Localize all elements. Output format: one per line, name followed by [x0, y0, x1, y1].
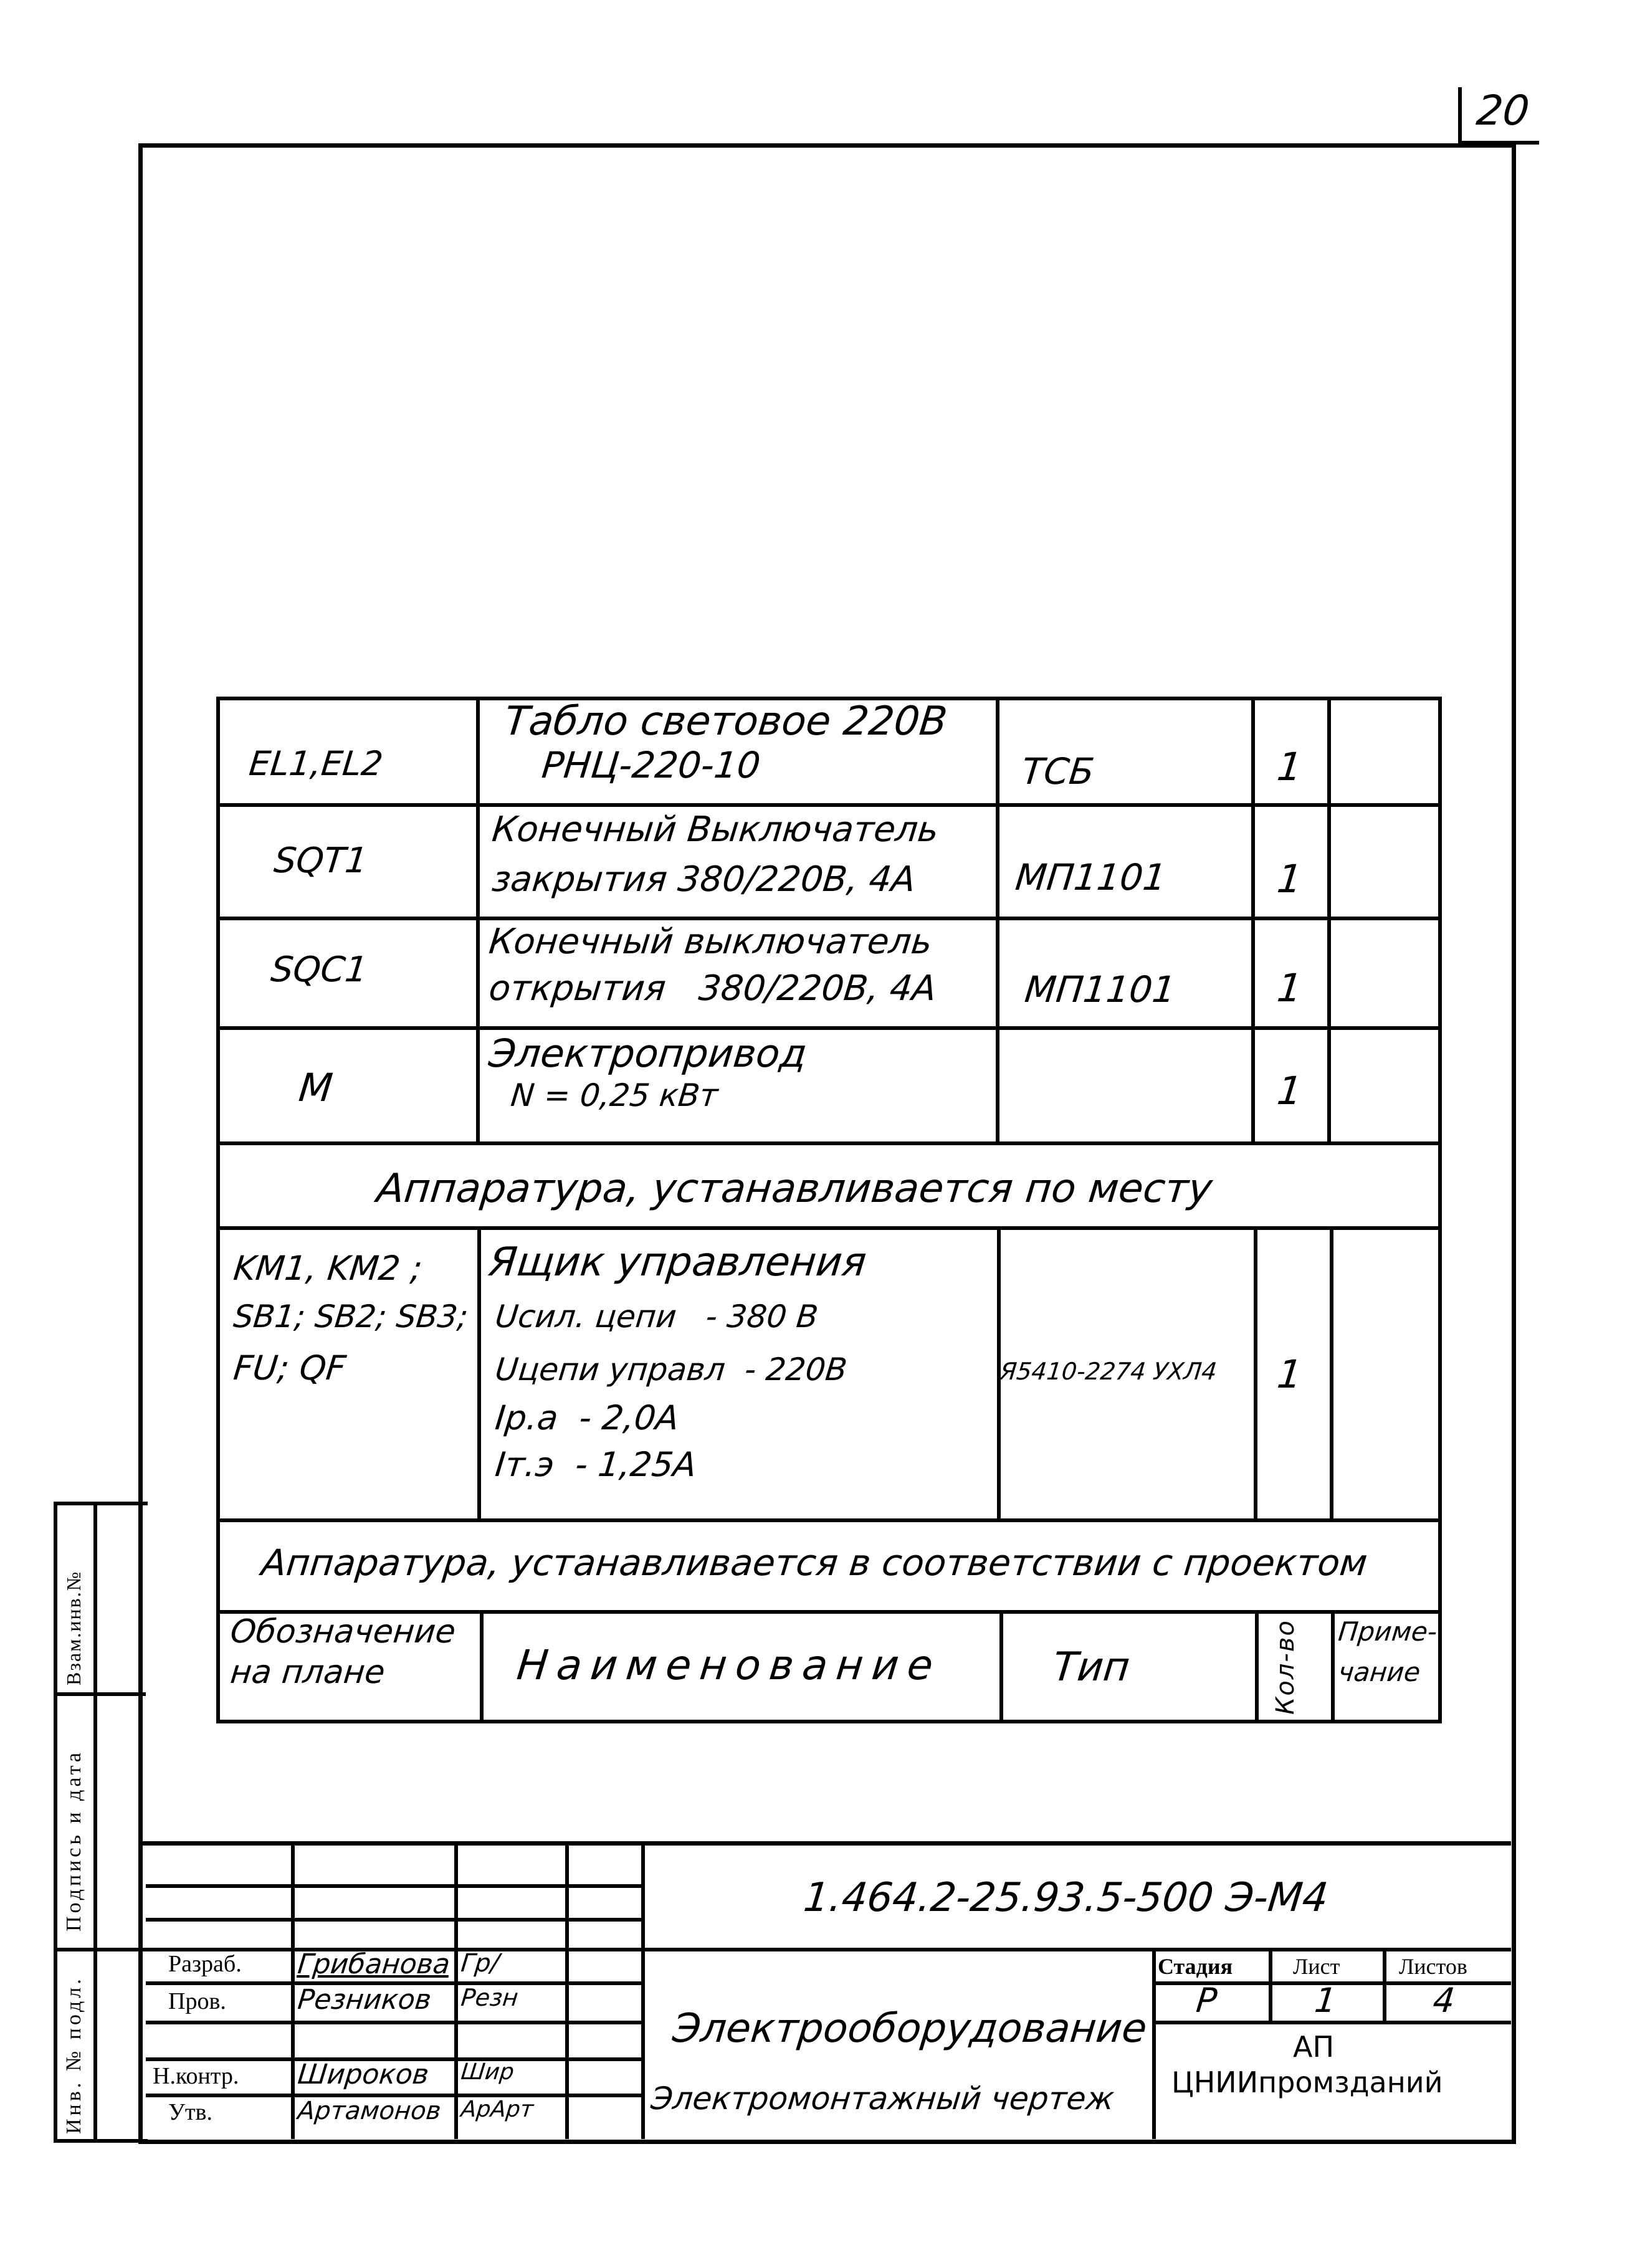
- side-stamp-sign-date: Подпись и дата: [62, 1750, 85, 1932]
- row-name-line2: N = 0,25 кВт: [509, 1077, 720, 1113]
- sheet-label: Лист: [1293, 1954, 1340, 1979]
- title-row: [1153, 2021, 1511, 2024]
- signature: Шир: [459, 2059, 515, 2085]
- side-stamp-inv-orig: Инв. № подл.: [62, 1976, 85, 2134]
- header-note-line2: чание: [1337, 1657, 1422, 1687]
- row-qty: 1: [1275, 1068, 1305, 1113]
- row-designation: SQT1: [272, 841, 370, 881]
- row-divider: [216, 1518, 1438, 1522]
- section-heading-local: Аппаратура, устанавливается по месту: [374, 1166, 1215, 1212]
- document-title: Электрооборудование: [670, 2006, 1150, 2052]
- title-block-top: [142, 1841, 1511, 1846]
- title-col: [1269, 1948, 1272, 2023]
- header-type: Тип: [1051, 1644, 1132, 1690]
- side-stamp-divider: [54, 1692, 146, 1696]
- control-box-name: Ящик управления: [487, 1239, 869, 1285]
- person-name: Артамонов: [296, 2097, 442, 2125]
- sheets-label: Листов: [1399, 1954, 1467, 1979]
- control-box-spec: Iр.а - 2,0А: [493, 1398, 681, 1437]
- side-stamp-divider: [54, 1948, 146, 1951]
- row-type: ТСБ: [1019, 750, 1097, 793]
- header-note-line1: Приме-: [1337, 1616, 1439, 1647]
- row-designation: EL1,EL2: [247, 744, 385, 783]
- title-col: [454, 1842, 458, 2139]
- col-divider: [996, 697, 999, 1141]
- control-box-designation-line1: KM1, KM2 ;: [231, 1249, 424, 1288]
- side-stamp-replace-inv: Взам.инв.№: [62, 1570, 85, 1685]
- org-line2: ЦНИИпромзданий: [1171, 2066, 1443, 2099]
- signature: Резн: [459, 1984, 520, 2011]
- sheet-value: 1: [1312, 1981, 1338, 2020]
- title-col: [1383, 1948, 1386, 2023]
- signature: Гр/: [459, 1949, 501, 1978]
- col-divider: [480, 1610, 484, 1720]
- side-stamp-divider: [93, 1502, 97, 2139]
- control-box-type: Я5410-2274 УХЛ4: [998, 1358, 1218, 1385]
- role-label: Пров.: [168, 1988, 226, 2014]
- row-name-line2: закрытия 380/220В, 4А: [490, 859, 918, 900]
- control-box-spec: Uсил. цепи - 380 В: [494, 1298, 820, 1335]
- col-divider: [1330, 1226, 1333, 1518]
- row-name-line1: Электропривод: [487, 1031, 809, 1076]
- row-name-line1: Табло световое 220В: [502, 698, 950, 745]
- col-divider: [477, 1226, 481, 1518]
- control-box-designation-line2: SB1; SB2; SB3;: [232, 1298, 470, 1335]
- header-designation-line1: Обозначение: [228, 1613, 458, 1651]
- control-box-qty: 1: [1275, 1351, 1305, 1397]
- col-divider: [1327, 697, 1331, 1141]
- row-designation: M: [297, 1065, 335, 1110]
- page-number: 20: [1474, 87, 1532, 135]
- role-label: Разраб.: [168, 1951, 242, 1977]
- person-name: Грибанова: [296, 1948, 452, 1980]
- stage-value: Р: [1194, 1981, 1219, 2020]
- role-label: Утв.: [168, 2099, 212, 2125]
- document-code: 1.464.2-25.93.5-500 Э-М4: [801, 1875, 1330, 1921]
- control-box-designation-line3: FU; QF: [231, 1348, 348, 1388]
- row-type: МП1101: [1023, 968, 1178, 1011]
- row-qty: 1: [1275, 744, 1305, 789]
- person-name: Резников: [296, 1984, 433, 2016]
- person-name: Широков: [296, 2059, 431, 2090]
- control-box-spec: Uцепи управл - 220В: [494, 1351, 849, 1388]
- org-line1: АП: [1293, 2030, 1335, 2064]
- row-qty: 1: [1275, 856, 1305, 902]
- title-col: [641, 1842, 645, 2139]
- col-divider: [1251, 697, 1255, 1141]
- section-heading-project: Аппаратура, устанавливается в соответствии с проектом: [259, 1541, 1370, 1584]
- row-name-line2: РНЦ-220-10: [540, 744, 763, 786]
- row-designation: SQC1: [269, 950, 370, 990]
- header-name: Наименование: [515, 1641, 944, 1689]
- row-divider: [216, 1141, 1438, 1145]
- header-qty: Кол-во: [1271, 1619, 1300, 1715]
- stage-label: Стадия: [1158, 1954, 1233, 1979]
- signature: АрАрт: [459, 2097, 535, 2122]
- col-divider: [1255, 1610, 1259, 1720]
- row-name-line1: Конечный выключатель: [487, 922, 934, 962]
- col-divider: [1331, 1610, 1335, 1720]
- title-col: [1152, 1948, 1156, 2139]
- col-divider: [476, 697, 480, 1141]
- row-type: МП1101: [1013, 856, 1168, 898]
- title-col: [291, 1842, 295, 2139]
- col-divider: [1254, 1226, 1257, 1518]
- row-qty: 1: [1275, 965, 1305, 1011]
- document-subtitle: Электромонтажный чертеж: [649, 2080, 1116, 2117]
- role-label: Н.контр.: [153, 2063, 239, 2089]
- sheets-value: 4: [1431, 1981, 1457, 2020]
- control-box-spec: Iт.э - 1,25А: [493, 1445, 699, 1484]
- col-divider: [999, 1610, 1003, 1720]
- row-name-line2: открытия 380/220В, 4А: [487, 968, 938, 1009]
- header-designation-line2: на плане: [228, 1654, 387, 1691]
- row-name-line1: Конечный Выключатель: [490, 809, 941, 850]
- page-number-divider: [1458, 87, 1462, 145]
- title-col: [565, 1842, 569, 2139]
